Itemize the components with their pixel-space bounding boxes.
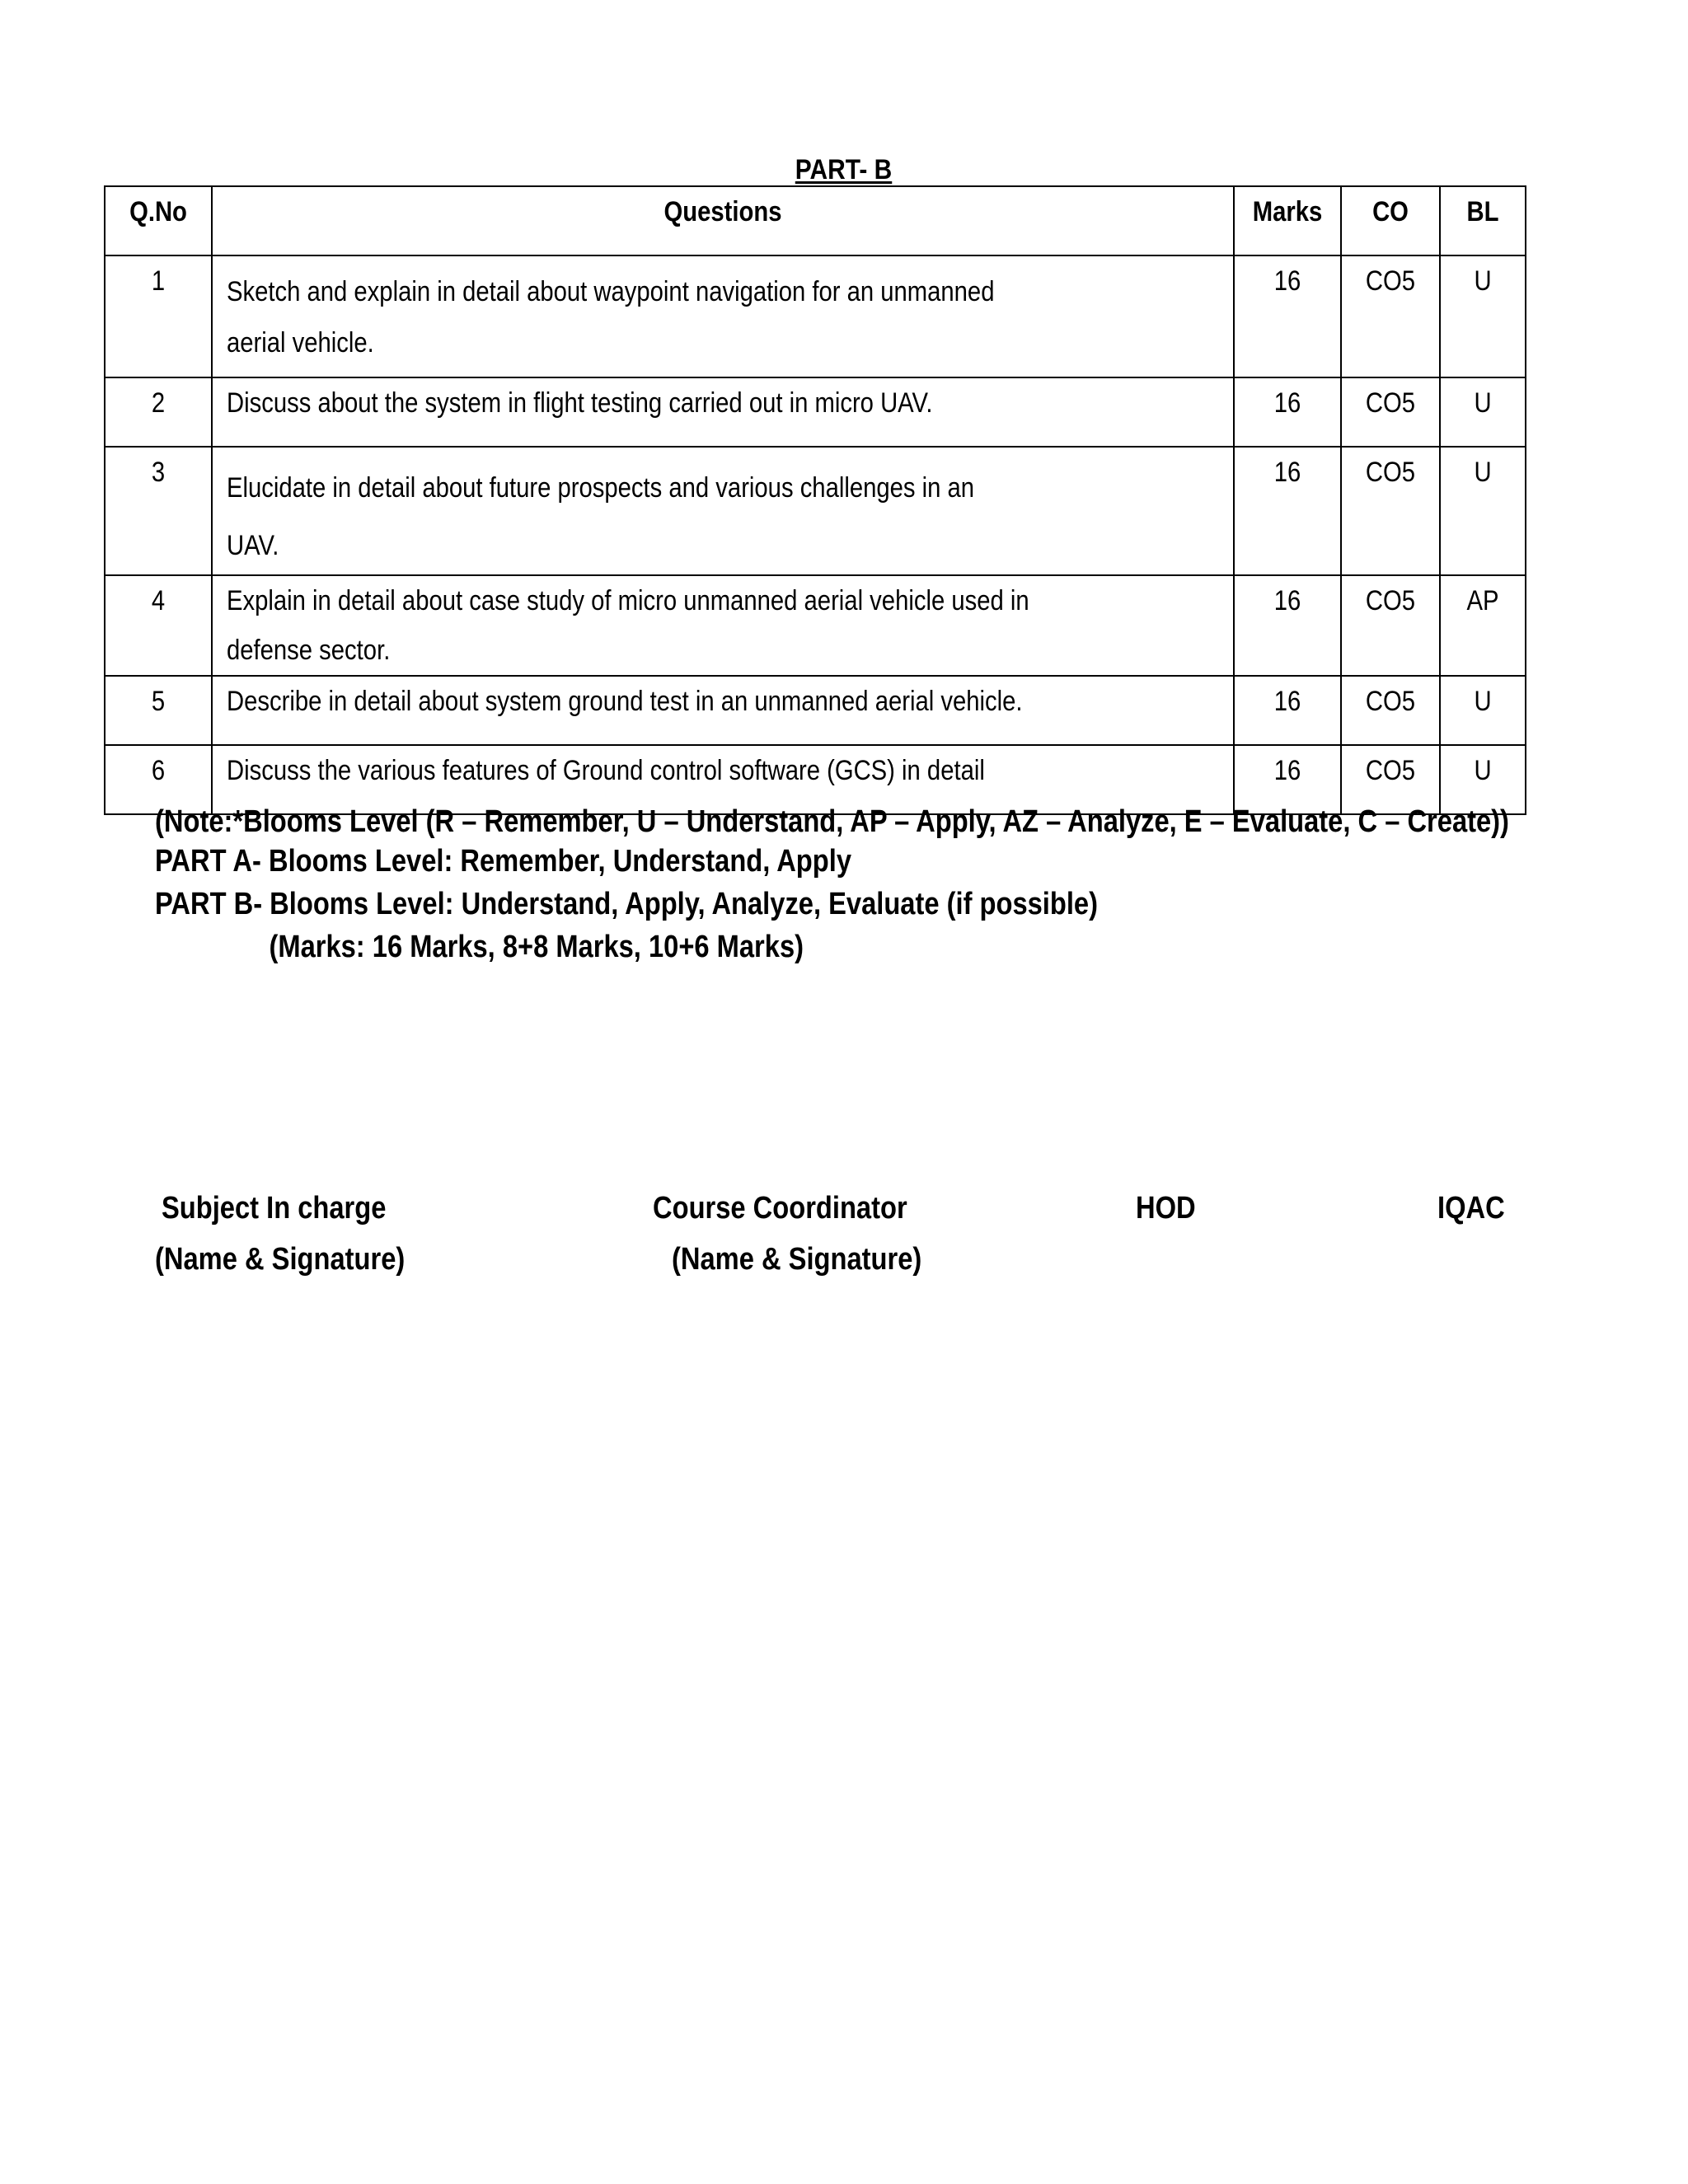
bl-cell: U bbox=[1440, 377, 1526, 447]
header-co: CO bbox=[1341, 186, 1440, 255]
subject-in-charge-signature-label: (Name & Signature) bbox=[155, 1242, 406, 1277]
question-line: Elucidate in detail about future prospects and various challenges in an bbox=[227, 472, 975, 504]
question-line: aerial vehicle. bbox=[227, 327, 374, 359]
co-cell: CO5 bbox=[1341, 676, 1440, 745]
header-questions: Questions bbox=[212, 186, 1234, 255]
table-header-row bbox=[105, 186, 1526, 255]
table-row bbox=[105, 255, 1526, 377]
question-line: Sketch and explain in detail about waypoint navigation for an unmanned bbox=[227, 276, 995, 307]
notes-block bbox=[155, 804, 1509, 968]
table-row bbox=[105, 377, 1526, 447]
marks-cell: 16 bbox=[1234, 255, 1341, 377]
part-a-note: PART A- Blooms Level: Remember, Understand, Apply bbox=[155, 844, 851, 879]
question-cell: Discuss the various features of Ground control software (GCS) in detail bbox=[212, 745, 1234, 814]
subject-in-charge-label: Subject In charge bbox=[162, 1191, 387, 1226]
header-bl: BL bbox=[1440, 186, 1526, 255]
marks-cell: 16 bbox=[1234, 575, 1341, 676]
table-row bbox=[105, 447, 1526, 575]
part-b-note: PART B- Blooms Level: Understand, Apply, Analyze, Evaluate (if possible) bbox=[155, 887, 1099, 921]
qno-cell: 4 bbox=[105, 575, 212, 676]
co-cell: CO5 bbox=[1341, 745, 1440, 814]
marks-note: (Marks: 16 Marks, 8+8 Marks, 10+6 Marks) bbox=[269, 930, 804, 964]
question-cell bbox=[212, 255, 1234, 377]
questions-table bbox=[104, 185, 1526, 815]
marks-cell: 16 bbox=[1234, 745, 1341, 814]
co-cell: CO5 bbox=[1341, 575, 1440, 676]
bl-cell: AP bbox=[1440, 575, 1526, 676]
marks-cell: 16 bbox=[1234, 377, 1341, 447]
bl-cell: U bbox=[1440, 447, 1526, 575]
qno-cell: 1 bbox=[105, 255, 212, 377]
hod-label: HOD bbox=[1136, 1191, 1196, 1226]
table-row bbox=[105, 676, 1526, 745]
question-cell: Discuss about the system in flight testing carried out in micro UAV. bbox=[212, 377, 1234, 447]
table-row bbox=[105, 575, 1526, 676]
course-coordinator-label: Course Coordinator bbox=[653, 1191, 907, 1226]
bl-cell: U bbox=[1440, 676, 1526, 745]
iqac-label: IQAC bbox=[1437, 1191, 1505, 1226]
part-title: PART- B bbox=[795, 154, 893, 185]
question-line: UAV. bbox=[227, 530, 279, 561]
course-coordinator-signature-label: (Name & Signature) bbox=[672, 1242, 922, 1277]
qno-cell: 2 bbox=[105, 377, 212, 447]
question-cell: Explain in detail about case study of micro unmanned aerial vehicle used in defense sector. bbox=[212, 575, 1234, 676]
qno-cell: 6 bbox=[105, 745, 212, 814]
marks-cell: 16 bbox=[1234, 676, 1341, 745]
header-marks: Marks bbox=[1234, 186, 1341, 255]
qno-cell: 3 bbox=[105, 447, 212, 575]
bl-cell: U bbox=[1440, 255, 1526, 377]
qno-cell: 5 bbox=[105, 676, 212, 745]
blooms-level-note: (Note:*Blooms Level (R – Remember, U – Understand, AP – Apply, AZ – Analyze, E – Evaluate, C – Create)) bbox=[155, 804, 1509, 839]
bl-cell: U bbox=[1440, 745, 1526, 814]
co-cell: CO5 bbox=[1341, 447, 1440, 575]
question-cell: Describe in detail about system ground test in an unmanned aerial vehicle. bbox=[212, 676, 1234, 745]
co-cell: CO5 bbox=[1341, 377, 1440, 447]
header-qno: Q.No bbox=[105, 186, 212, 255]
co-cell: CO5 bbox=[1341, 255, 1440, 377]
question-cell bbox=[212, 447, 1234, 575]
marks-cell: 16 bbox=[1234, 447, 1341, 575]
